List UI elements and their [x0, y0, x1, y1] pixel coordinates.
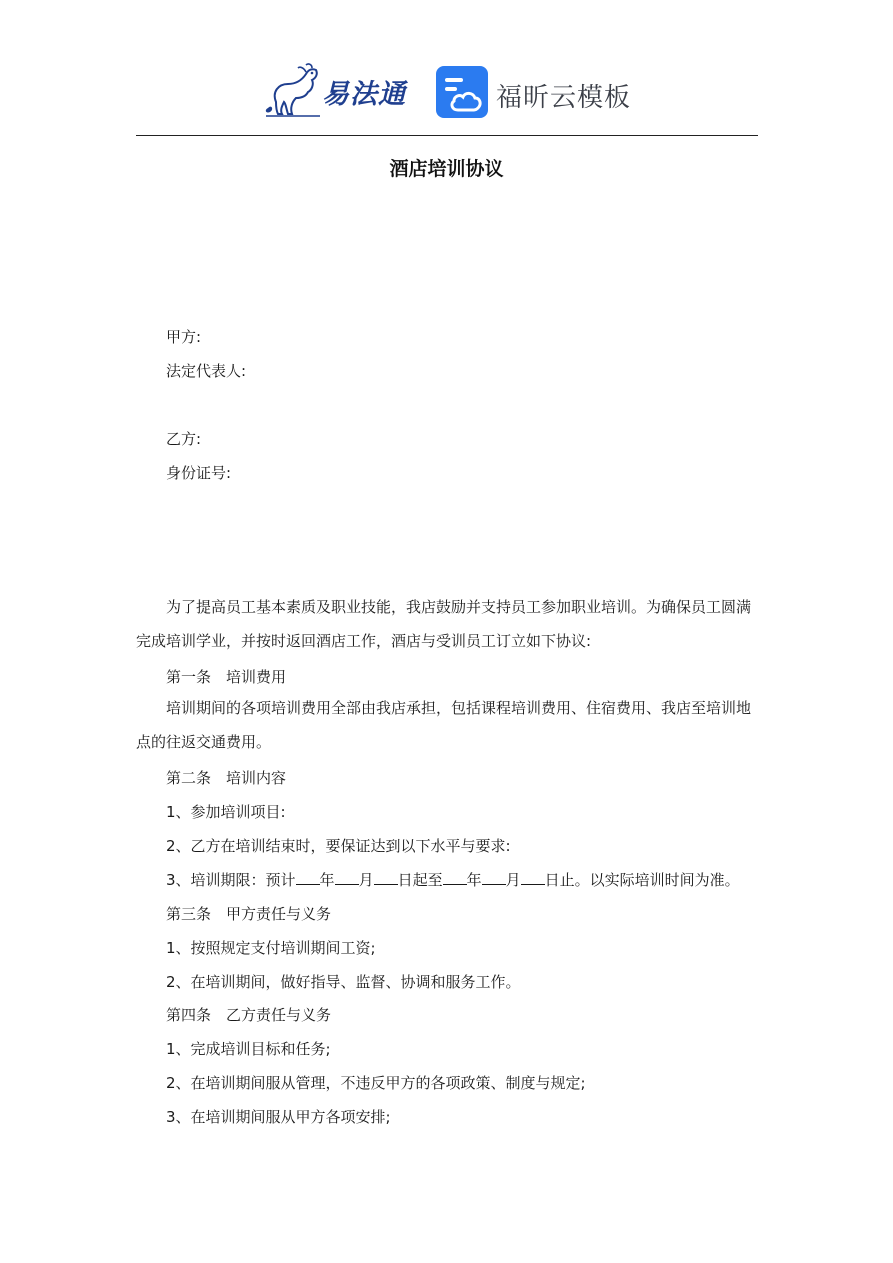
end-month-label: 月: [505, 871, 521, 889]
article-3-heading: 第三条 甲方责任与义务: [166, 905, 332, 923]
article-2-item-2: 2、乙方在培训结束时，要保证达到以下水平与要求:: [166, 837, 511, 855]
party-a-representative-label: 法定代表人:: [166, 362, 247, 380]
article-1-paragraph: 培训期间的各项培训费用全部由我店承担，包括课程培训费用、住宿费用、我店至培训地点的往返交通费用。: [136, 699, 752, 751]
cloud-document-icon: [436, 66, 488, 118]
yifatong-logo: [262, 62, 412, 118]
article-4-item-3: 3、在培训期间服从甲方各项安排;: [166, 1108, 391, 1126]
intro-paragraph: 为了提高员工基本素质及职业技能，我店鼓励并支持员工参加职业培训。为确保员工圆满完成培训学业，并按时返回酒店工作，酒店与受训员工订立如下协议:: [136, 598, 752, 650]
article-4-heading: 第四条 乙方责任与义务: [166, 1006, 332, 1024]
end-year-label: 年: [466, 871, 482, 889]
qilin-horse-icon: [262, 62, 324, 118]
foxit-template-brand-text: 福昕云模板: [496, 83, 632, 113]
party-b-id-number-label: 身份证号:: [166, 464, 232, 482]
article-2-item-1: 1、参加培训项目:: [166, 803, 286, 821]
document-title: 酒店培训协议: [389, 158, 504, 180]
year-label: 年: [319, 871, 335, 889]
end-day-blank: [521, 870, 545, 885]
article-2-heading: 第二条 培训内容: [166, 769, 287, 787]
article-4-item-2: 2、在培训期间服从管理，不违反甲方的各项政策、制度与规定;: [166, 1074, 586, 1092]
start-day-blank: [374, 870, 398, 885]
end-month-blank: [482, 870, 506, 885]
month-label: 月: [358, 871, 374, 889]
party-b-label: 乙方:: [166, 430, 202, 448]
party-a-label: 甲方:: [166, 328, 202, 346]
end-year-blank: [443, 870, 467, 885]
day-until-label: 日起至: [397, 871, 443, 889]
article-1-heading: 第一条 培训费用: [166, 668, 287, 686]
training-period-prefix: 3、培训期限：预计: [166, 871, 296, 889]
article-2-item-3: [166, 870, 740, 890]
article-3-item-1: 1、按照规定支付培训期间工资;: [166, 939, 376, 957]
foxit-template-logo: [436, 64, 636, 120]
article-4-item-1: 1、完成培训目标和任务;: [166, 1040, 331, 1058]
article-3-item-2: 2、在培训期间，做好指导、监督、协调和服务工作。: [166, 973, 521, 991]
document-header: [0, 60, 893, 124]
header-divider: [136, 135, 758, 136]
training-period-suffix: 日止。以实际培训时间为准。: [544, 871, 740, 889]
start-month-blank: [335, 870, 359, 885]
yifatong-brand-text: 易法通: [322, 79, 406, 110]
start-year-blank: [296, 870, 320, 885]
